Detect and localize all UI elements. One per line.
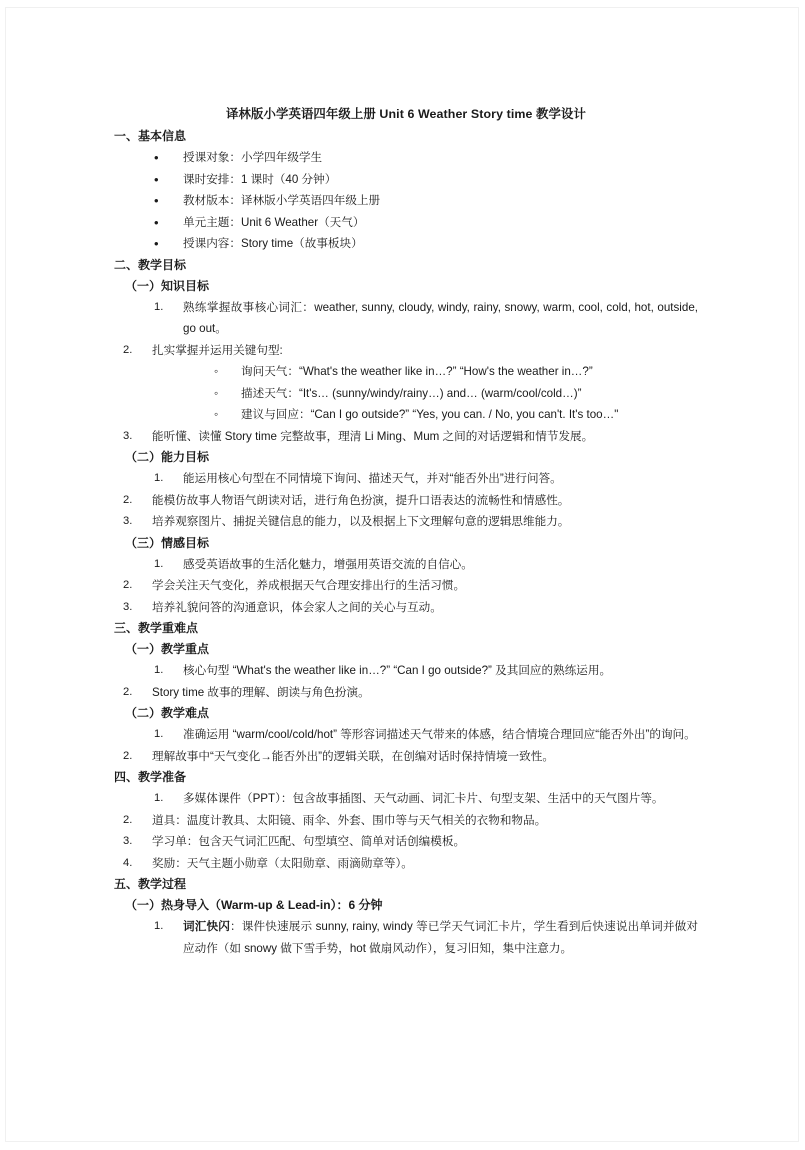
list-item bbox=[114, 190, 698, 212]
subsection-heading-key-points: （一）教学重点 bbox=[125, 642, 210, 656]
list-item-text: 教材版本：译林版小学英语四年级上册 bbox=[183, 194, 381, 207]
list-item bbox=[114, 554, 698, 576]
list-marker: 3. bbox=[123, 429, 133, 442]
list-item bbox=[114, 404, 698, 426]
list-item-text: 感受英语故事的生活化魅力，增强用英语交流的自信心。 bbox=[183, 557, 473, 571]
list-item-text: ：课件快速展示 sunny, rainy, windy 等已学天气词汇卡片，学生看到后快速说出单词并做对应动作（如 snowy 做下雪手势，hot 做扇风动作），复习旧知，集中注意力。 bbox=[183, 920, 698, 955]
list-item-text: 培养礼貌问答的沟通意识，体会家人之间的关心与互动。 bbox=[152, 600, 442, 614]
list-item-text: 准确运用 “warm/cool/cold/hot” 等形容词描述天气带来的体感，结合情境合理回应“能否外出”的询问。 bbox=[183, 728, 696, 741]
list-item bbox=[114, 831, 698, 853]
list-marker: 1. bbox=[154, 792, 164, 804]
list-item bbox=[114, 682, 698, 704]
list-item bbox=[114, 147, 698, 169]
list-item-text: 培养观察图片、捕捉关键信息的能力，以及根据上下文理解句意的逻辑思维能力。 bbox=[152, 515, 570, 528]
subsection-heading-affective: （三）情感目标 bbox=[125, 535, 210, 550]
list-item-text: 学会关注天气变化，养成根据天气合理安排出行的生活习惯。 bbox=[152, 579, 466, 592]
list-marker: 3. bbox=[123, 600, 133, 613]
list-marker: 2. bbox=[123, 343, 133, 356]
page-sheet bbox=[5, 7, 799, 1142]
list-item-text: 建议与回应：“Can I go outside?” “Yes, you can. / No, you can't. It's too…" bbox=[241, 408, 619, 421]
list-item bbox=[114, 853, 698, 875]
list-item-text: 核心句型 “What's the weather like in…?” “Can I go outside?” 及其回应的熟练运用。 bbox=[183, 664, 612, 677]
section-heading-1: 一、基本信息 bbox=[114, 129, 187, 143]
list-item-text: 授课内容：Story time（故事板块） bbox=[183, 237, 363, 250]
section-heading-3: 三、教学重难点 bbox=[114, 621, 199, 635]
list-item bbox=[114, 340, 698, 362]
list-marker: 1. bbox=[154, 557, 164, 570]
list-item-text: 扎实掌握并运用关键句型: bbox=[152, 343, 283, 357]
list-item-text: Story time 故事的理解、朗读与角色扮演。 bbox=[152, 685, 370, 699]
list-item bbox=[114, 490, 698, 512]
subsection-heading-ability: （二）能力目标 bbox=[125, 450, 210, 464]
list-item bbox=[114, 660, 698, 682]
list-item-text: 单元主题：Unit 6 Weather（天气） bbox=[183, 215, 365, 229]
list-marker: 1. bbox=[154, 472, 164, 484]
page-title: 译林版小学英语四年级上册 Unit 6 Weather Story time 教学设计 bbox=[226, 107, 586, 121]
list-marker: 3. bbox=[123, 515, 133, 527]
subsection-heading-difficult-points: （二）教学难点 bbox=[125, 706, 210, 720]
list-marker: 4. bbox=[123, 856, 133, 869]
list-item-text: 描述天气：“It's… (sunny/windy/rainy…) and… (warm/cool/cold…)” bbox=[241, 386, 582, 400]
list-marker: 1. bbox=[154, 300, 164, 313]
list-item-text: 能模仿故事人物语气朗读对话，进行角色扮演，提升口语表达的流畅性和情感性。 bbox=[152, 493, 570, 507]
list-marker: 2. bbox=[123, 685, 133, 698]
list-marker: 3. bbox=[123, 835, 133, 847]
list-item-text: 奖励：天气主题小勋章（太阳勋章、雨滴勋章等）。 bbox=[152, 856, 413, 870]
list-marker: 2. bbox=[123, 813, 133, 826]
list-item-text: 课时安排：1 课时（40 分钟） bbox=[183, 172, 337, 186]
list-item bbox=[114, 597, 698, 619]
list-item-text: 询问天气：“What's the weather like in…?” “How's the weather in…?” bbox=[241, 365, 593, 378]
section-heading-5: 五、教学过程 bbox=[114, 877, 187, 891]
list-item bbox=[114, 575, 698, 597]
subsection-heading-knowledge: （一）知识目标 bbox=[125, 278, 210, 293]
list-marker: 1. bbox=[154, 728, 164, 740]
list-item bbox=[114, 233, 698, 255]
list-marker: 2. bbox=[123, 749, 133, 762]
list-item bbox=[114, 383, 698, 405]
list-marker: 1. bbox=[154, 664, 164, 676]
list-marker: 1. bbox=[154, 920, 164, 932]
list-item-text: 道具：温度计教具、太阳镜、雨伞、外套、围巾等与天气相关的衣物和物品。 bbox=[152, 813, 547, 827]
list-item bbox=[114, 746, 698, 768]
list-item bbox=[114, 788, 698, 810]
list-item bbox=[114, 361, 698, 383]
section-heading-4: 四、教学准备 bbox=[114, 770, 187, 784]
list-item bbox=[114, 468, 698, 490]
list-item bbox=[114, 511, 698, 533]
list-item-text: 理解故事中“天气变化→能否外出”的逻辑关联，在创编对话时保持情境一致性。 bbox=[152, 749, 554, 763]
list-item bbox=[114, 810, 698, 832]
list-marker: 2. bbox=[123, 493, 133, 506]
list-item bbox=[114, 426, 698, 448]
list-item-text: 熟练掌握故事核心词汇：weather, sunny, cloudy, windy, rainy, snowy, warm, cool, cold, hot, outside, go out。 bbox=[183, 300, 698, 335]
list-marker: 2. bbox=[123, 579, 133, 591]
list-item-text: 能运用核心句型在不同情境下询问、描述天气，并对“能否外出”进行问答。 bbox=[183, 472, 562, 485]
list-item bbox=[114, 916, 698, 959]
document-body bbox=[114, 104, 698, 959]
list-item bbox=[114, 724, 698, 746]
list-item bbox=[114, 297, 698, 340]
subsection-heading-warmup: （一）热身导入（Warm-up & Lead-in）：6 分钟 bbox=[125, 898, 383, 912]
list-item bbox=[114, 169, 698, 191]
list-item-text: 能听懂、读懂 Story time 完整故事，理清 Li Ming、Mum 之间的对话逻辑和情节发展。 bbox=[152, 429, 594, 443]
section-heading-2: 二、教学目标 bbox=[114, 257, 187, 272]
list-item-lead: 词汇快闪 bbox=[183, 920, 230, 933]
list-item-text: 授课对象：小学四年级学生 bbox=[183, 151, 323, 164]
list-item-text: 多媒体课件（PPT）：包含故事插图、天气动画、词汇卡片、句型支架、生活中的天气图片等。 bbox=[183, 792, 664, 805]
list-item-text: 学习单：包含天气词汇匹配、句型填空、简单对话创编模板。 bbox=[152, 835, 466, 848]
list-item bbox=[114, 212, 698, 234]
